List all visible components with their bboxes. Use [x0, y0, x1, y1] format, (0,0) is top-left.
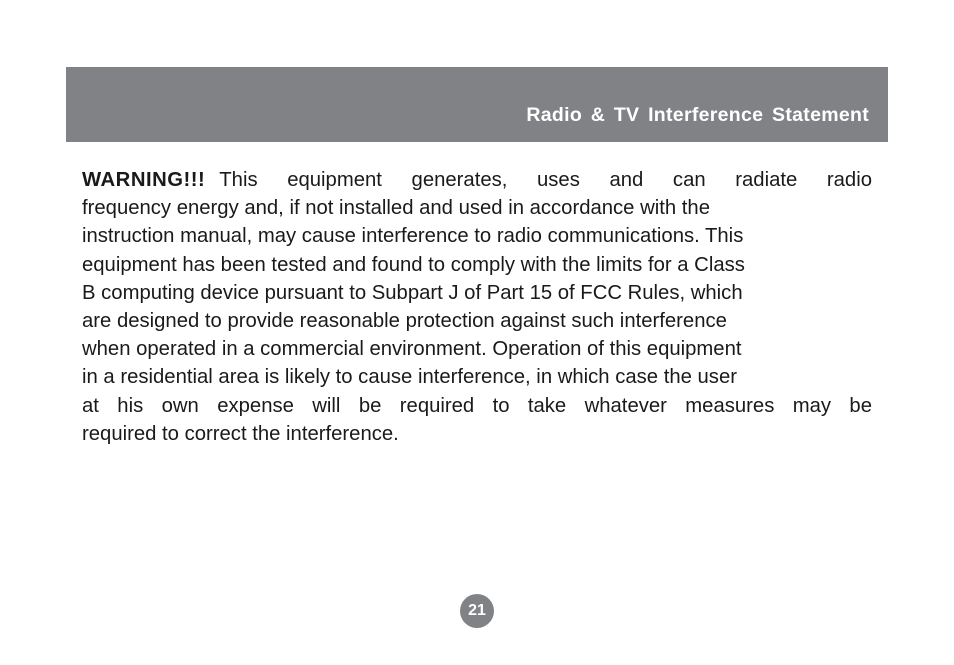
body-line-8: in a residential area is likely to cause interference, in which case the user: [82, 366, 737, 389]
body-line-10: required to correct the interference.: [82, 422, 399, 445]
body-line-9: at his own expense will be required to take whatever measures may be: [82, 394, 872, 417]
body-line-4: equipment has been tested and found to comply with the limits for a Class: [82, 253, 745, 276]
body-line-6: are designed to provide reasonable protection against such interference: [82, 310, 727, 333]
body-line-3: instruction manual, may cause interference to radio communications. This: [82, 225, 744, 248]
body-line-1: [82, 166, 872, 194]
page-number: 21: [468, 602, 486, 619]
body-line-1-text: This equipment generates, uses and can radiate radio: [219, 169, 872, 191]
body-line-5: B computing device pursuant to Subpart J of Part 15 of FCC Rules, which: [82, 281, 743, 304]
page-title: Radio & TV Interference Statement: [526, 104, 869, 126]
page-number-badge: [460, 594, 494, 628]
header-bar: [66, 67, 888, 142]
body-line-2: frequency energy and, if not installed and used in accordance with the: [82, 197, 710, 220]
warning-label: WARNING!!!: [82, 169, 206, 191]
warning-paragraph: [82, 166, 872, 448]
body-line-7: when operated in a commercial environment. Operation of this equipment: [82, 338, 742, 361]
